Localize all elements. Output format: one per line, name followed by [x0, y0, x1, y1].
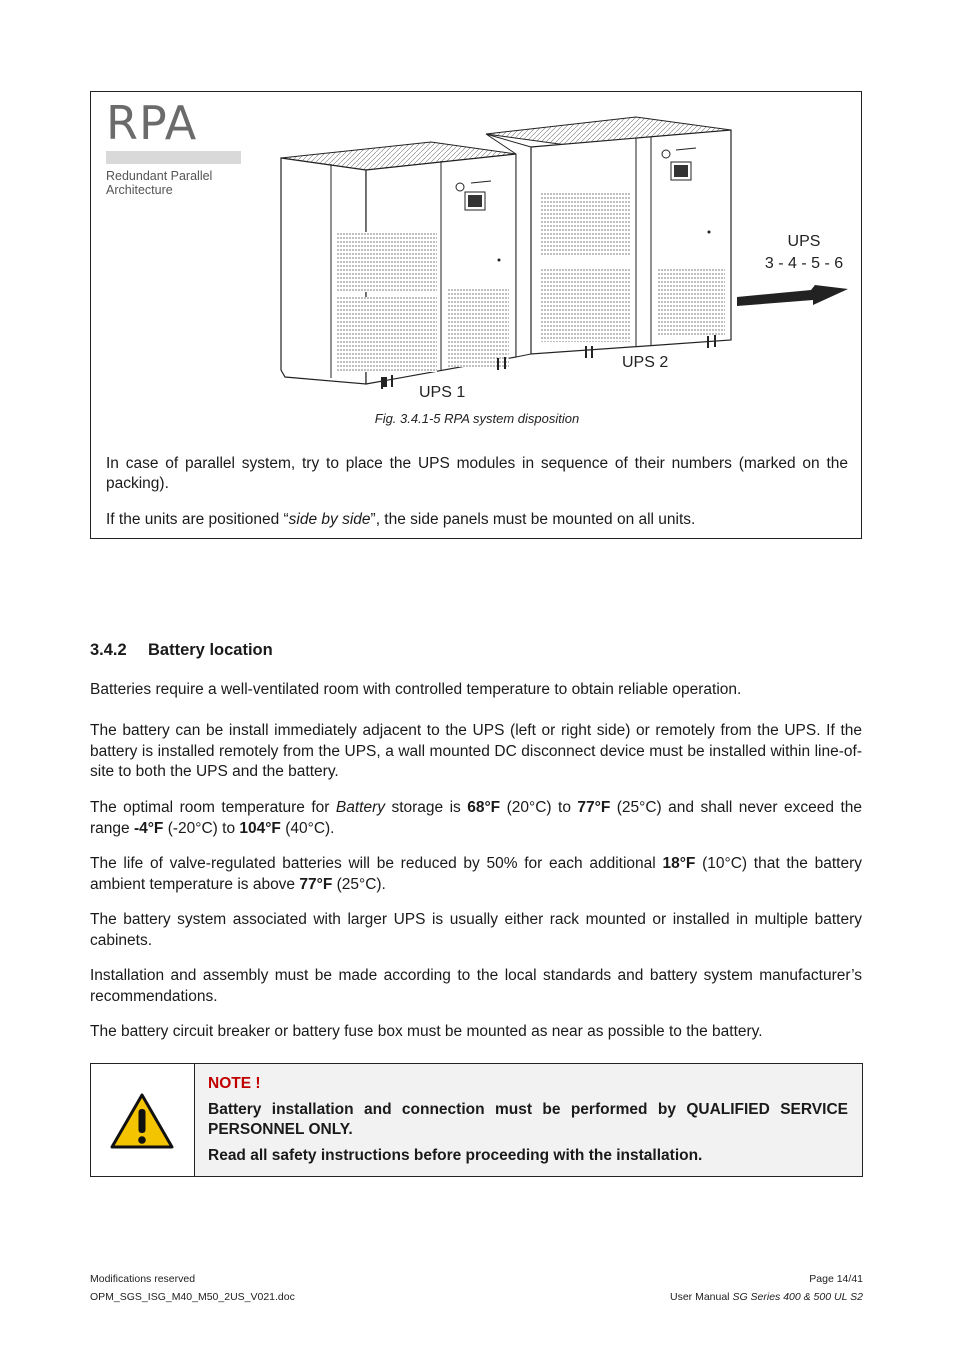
ups2-cabinet [486, 117, 731, 358]
note-line-1: Battery installation and connection must be performed by QUALIFIED SERVICE PERSONNEL ONLY. [208, 1100, 848, 1138]
section-number: 3.4.2 [90, 641, 127, 659]
text-run: (10°C) that the battery ambient temperature is above [90, 855, 863, 893]
note-icon-cell [91, 1064, 195, 1176]
frame-paragraph-2-end: ”, the side panels must be mounted on all units. [370, 511, 696, 528]
text-run: (20°C) to [500, 799, 578, 816]
ups-cabinets-illustration [91, 92, 863, 412]
paragraph-circuit-breaker: The battery circuit breaker or battery fuse box must be mounted as near as possible to the battery. [90, 1023, 763, 1040]
rpa-logo-word: RPA [106, 96, 198, 150]
temperature-value: 18°F [662, 855, 696, 872]
text-run: storage is [385, 799, 468, 816]
paragraph-rack-mounting: The battery system associated with larger UPS is usually either rack mounted or installed in multiple battery cabinets. [90, 911, 862, 949]
ups2-label: UPS 2 [622, 354, 669, 371]
paragraph-storage-temperature [90, 798, 862, 839]
text-run: (-20°C) to [163, 819, 240, 837]
paragraph-installation-standards: Installation and assembly must be made according to the local standards and battery system manufacturer’s recommendations. [90, 967, 862, 1005]
frame-paragraph-2 [106, 510, 848, 530]
ups1-label: UPS 1 [419, 384, 466, 401]
text-run: The life of valve-regulated batteries will be reduced by 50% for each additional [90, 855, 663, 872]
section-title: Battery location [148, 641, 273, 659]
rpa-logo-subtitle-line2: Architecture [106, 183, 173, 197]
temperature-value: 77°F [299, 875, 333, 893]
figure-caption: Fig. 3.4.1-5 RPA system disposition [374, 411, 580, 426]
ups-arrow-label-bottom: 3 - 4 - 5 - 6 [764, 255, 844, 272]
note-title: NOTE ! [208, 1075, 261, 1092]
paragraph-ventilation: Batteries require a well-ventilated room with controlled temperature to obtain reliable operation. [90, 681, 742, 698]
footer-page-number: Page 14/41 [809, 1273, 863, 1285]
text-run: (25°C). [332, 875, 386, 893]
temperature-value: 68°F [467, 799, 501, 816]
paragraph-placement: The battery can be install immediately adjacent to the UPS (left or right side) or remotely from the UPS. If the battery is installed remotely from the UPS, a wall mounted DC disconnect device must be installed within line-of-site to both the UPS and the battery. [90, 722, 862, 780]
note-line-2: Read all safety instructions before proceeding with the installation. [208, 1146, 703, 1164]
ups-arrow-label [753, 231, 855, 275]
frame-paragraph-2-italic: side by side [288, 511, 371, 528]
footer-manual-title [670, 1291, 863, 1303]
section-heading [90, 641, 273, 660]
figure-frame [90, 91, 862, 539]
ups-arrow-label-top: UPS [787, 233, 821, 250]
rpa-logo-subtitle-line1: Redundant Parallel [106, 169, 213, 183]
frame-paragraph-1: In case of parallel system, try to place the UPS modules in sequence of their numbers (marked on the packing). [106, 455, 848, 492]
text-run: (25°C) and shall never exceed the range [90, 799, 862, 837]
temperature-value: 104°F [239, 819, 281, 837]
note-box [90, 1063, 863, 1177]
frame-paragraph-2-start: If the units are positioned “ [106, 511, 289, 528]
temperature-value: 77°F [577, 799, 611, 816]
footer-manual-title-italic: SG Series 400 & 500 UL S2 [732, 1291, 863, 1303]
direction-arrow [737, 285, 848, 306]
footer-left-top: Modifications reserved [90, 1273, 196, 1285]
text-run: The optimal room temperature for [90, 799, 336, 816]
temperature-value: -4°F [133, 819, 164, 837]
warning-icon [109, 1092, 175, 1150]
note-text [208, 1074, 848, 1171]
paragraph-battery-life [90, 854, 862, 895]
text-run-italic: Battery [335, 799, 385, 816]
footer-left-bottom: OPM_SGS_ISG_M40_M50_2US_V021.doc [90, 1291, 295, 1303]
text-run: (40°C). [280, 819, 335, 837]
footer-manual-title-plain: User Manual [669, 1291, 733, 1303]
ups1-cabinet [281, 142, 516, 389]
